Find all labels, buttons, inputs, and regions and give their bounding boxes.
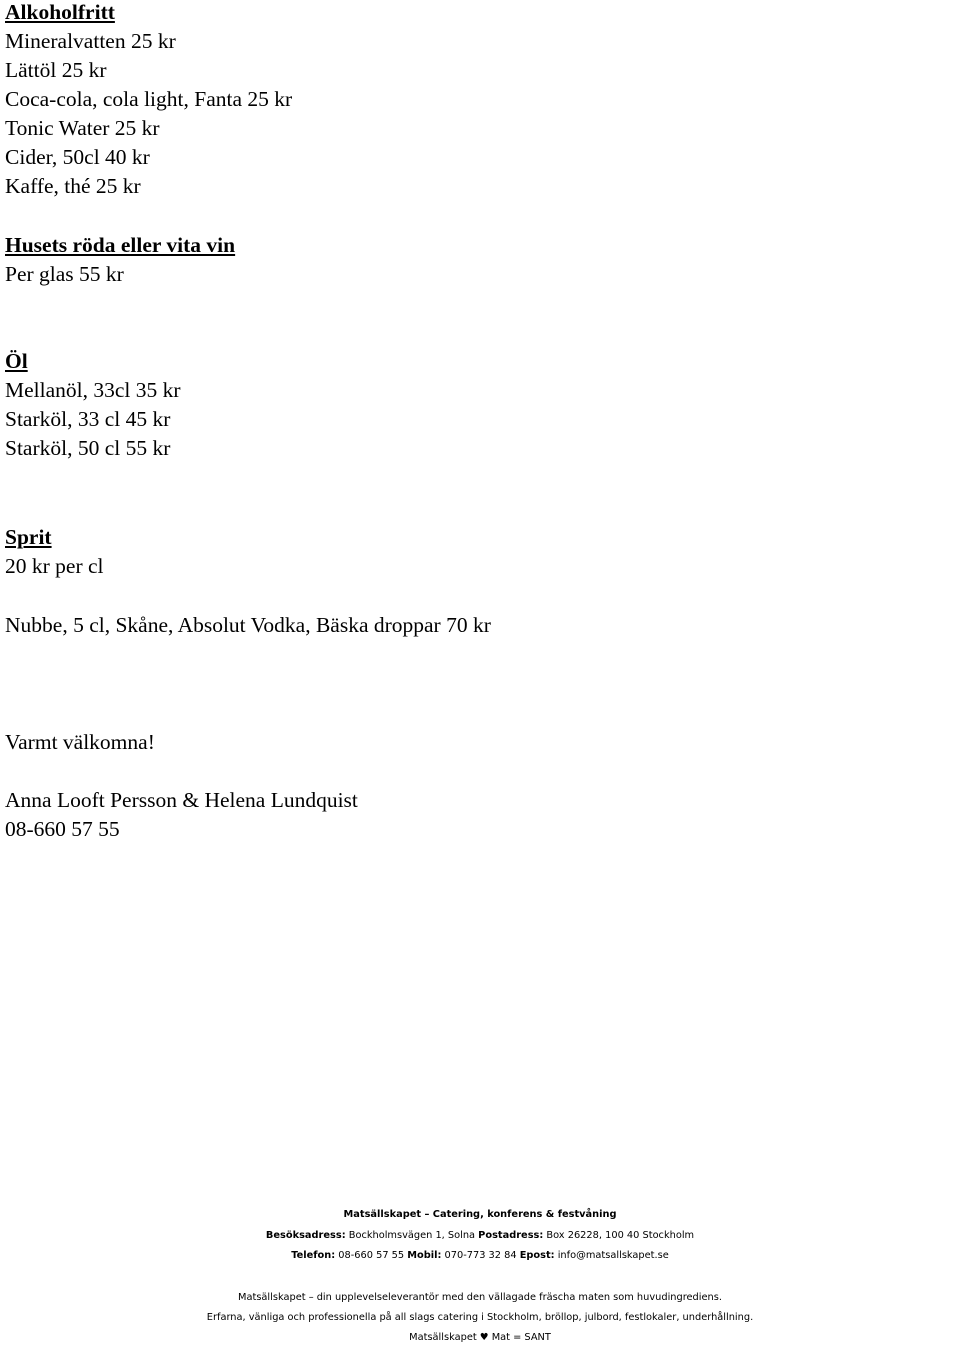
section-heading-sprit: Sprit: [5, 525, 52, 549]
phone-label: Telefon:: [291, 1250, 336, 1261]
mobile-label: Mobil:: [407, 1250, 442, 1261]
visit-address-value: Bockholmsvägen 1, Solna: [345, 1230, 479, 1241]
section-heading-ol: Öl: [5, 349, 28, 373]
postal-address-label: Postadress:: [478, 1230, 544, 1241]
phone-value: 08-660 57 55: [335, 1250, 408, 1261]
company-title: Matsällskapet – Catering, konferens & festvåning: [343, 1209, 617, 1220]
email-label: Epost:: [519, 1250, 555, 1261]
contact-names: Anna Looft Persson & Helena Lundquist: [5, 788, 358, 812]
menu-item: Lättöl 25 kr: [5, 58, 107, 82]
menu-item: Nubbe, 5 cl, Skåne, Absolut Vodka, Bäska droppar 70 kr: [5, 613, 491, 637]
menu-item: Cider, 50cl 40 kr: [5, 145, 150, 169]
menu-item: Mineralvatten 25 kr: [5, 29, 176, 53]
contact-phone: 08-660 57 55: [5, 817, 120, 841]
menu-item: Per glas 55 kr: [5, 262, 124, 286]
section-heading-alkoholfritt: Alkoholfritt: [5, 0, 115, 24]
footer-tagline-2: Erfarna, vänliga och professionella på all slags catering i Stockholm, bröllop, julbord, festlokaler, underhållning.: [206, 1312, 754, 1323]
visit-address-label: Besöksadress:: [265, 1230, 346, 1241]
footer-contact-line: [0, 1246, 960, 1266]
menu-item: Starköl, 50 cl 55 kr: [5, 436, 171, 460]
footer-address-line: [0, 1226, 960, 1246]
section-heading-vin: Husets röda eller vita vin: [5, 233, 236, 257]
menu-item: Tonic Water 25 kr: [5, 116, 160, 140]
postal-address-value: Box 26228, 100 40 Stockholm: [543, 1230, 695, 1241]
welcome-text: Varmt välkomna!: [5, 730, 155, 754]
footer-company-line: [0, 1205, 960, 1225]
footer-tagline-3: Matsällskapet ♥ Mat = SANT: [409, 1332, 551, 1343]
menu-item: 20 kr per cl: [5, 554, 104, 578]
menu-item: Starköl, 33 cl 45 kr: [5, 407, 171, 431]
email-value: info@matsallskapet.se: [554, 1250, 669, 1261]
menu-item: Mellanöl, 33cl 35 kr: [5, 378, 181, 402]
menu-item: Coca-cola, cola light, Fanta 25 kr: [5, 87, 293, 111]
footer-tagline-1: Matsällskapet – din upplevelseleverantör med den vällagade fräscha maten som huvudingrediens.: [238, 1292, 722, 1303]
menu-item: Kaffe, thé 25 kr: [5, 174, 141, 198]
mobile-value: 070-773 32 84: [441, 1250, 520, 1261]
